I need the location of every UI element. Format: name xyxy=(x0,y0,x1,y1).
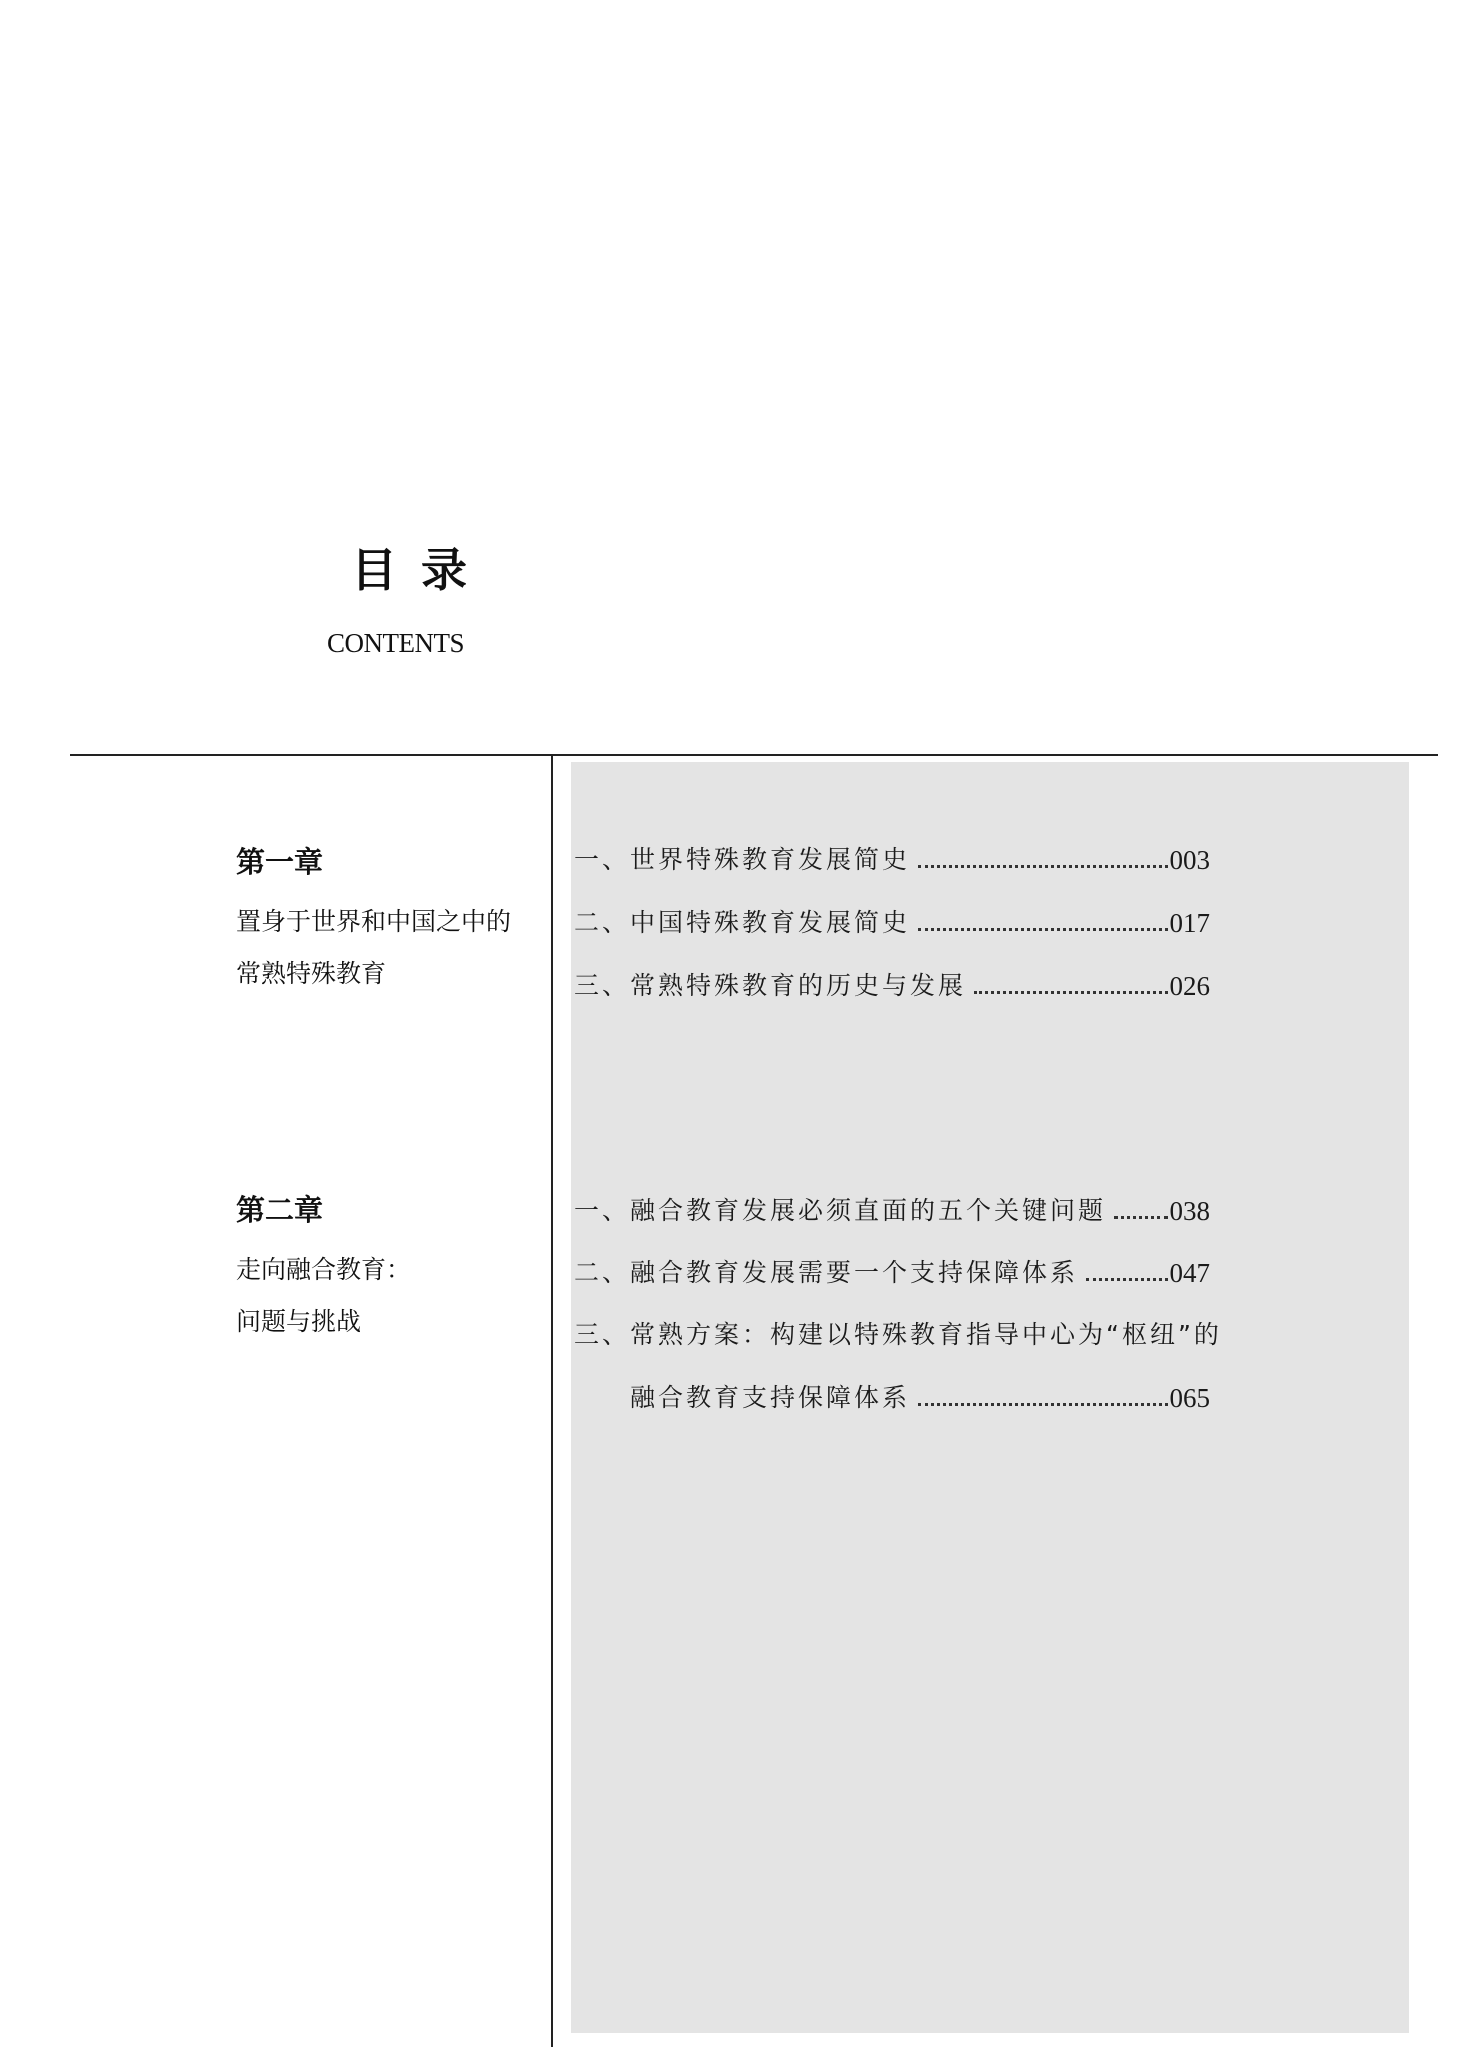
toc-entry[interactable] xyxy=(574,1318,1222,1352)
entry-page-number: 047 xyxy=(1169,1258,1210,1288)
entry-page-number: 026 xyxy=(1169,971,1210,1001)
entry-label: 融合教育发展必须直面的五个关键问题 xyxy=(630,1196,1107,1225)
page-title-char-1: 目 xyxy=(351,543,397,597)
dot-leader xyxy=(974,991,1167,994)
entry-label: 融合教育支持保障体系 xyxy=(630,1383,911,1412)
chapter-title-line: 问题与挑战 xyxy=(236,1307,362,1336)
entry-label: 中国特殊教育发展简史 xyxy=(630,908,911,937)
toc-entry[interactable] xyxy=(574,1194,1210,1228)
chapter-number: 第二章 xyxy=(236,1193,324,1227)
toc-entry[interactable] xyxy=(574,843,1210,877)
entry-page-number: 065 xyxy=(1169,1383,1210,1413)
dot-leader xyxy=(918,865,1167,868)
toc-entry[interactable] xyxy=(574,969,1210,1003)
chapter-title-line: 置身于世界和中国之中的 xyxy=(236,907,512,936)
entry-prefix: 一、 xyxy=(574,1196,631,1225)
page-title-char-2: 录 xyxy=(421,543,467,597)
toc-entry[interactable] xyxy=(574,906,1210,940)
entry-prefix: 三、 xyxy=(574,971,631,1000)
dot-leader xyxy=(1086,1278,1167,1281)
entry-page-number: 003 xyxy=(1169,845,1210,875)
entry-prefix: 三、 xyxy=(574,1320,631,1349)
chapter-title-line: 走向融合教育： xyxy=(236,1255,412,1284)
dot-leader xyxy=(918,928,1167,931)
entry-label: 常熟方案：构建以特殊教育指导中心为“枢纽”的 xyxy=(630,1320,1222,1349)
entry-label: 世界特殊教育发展简史 xyxy=(630,845,911,874)
horizontal-divider xyxy=(70,754,1438,756)
entry-prefix: 二、 xyxy=(574,908,631,937)
page-subtitle: CONTENTS xyxy=(327,628,464,658)
chapter-1 xyxy=(236,842,511,1000)
entry-label: 融合教育发展需要一个支持保障体系 xyxy=(630,1258,1079,1287)
entry-prefix: 二、 xyxy=(574,1258,631,1287)
entry-prefix: 一、 xyxy=(574,845,631,874)
dot-leader xyxy=(918,1403,1167,1406)
toc-entry-continuation[interactable] xyxy=(574,1381,1210,1415)
toc-entry[interactable] xyxy=(574,1256,1210,1290)
entry-page-number: 038 xyxy=(1169,1196,1210,1226)
chapter-2 xyxy=(236,1190,411,1348)
vertical-divider xyxy=(551,754,553,2047)
chapter-number: 第一章 xyxy=(236,845,324,879)
chapter-title-line: 常熟特殊教育 xyxy=(236,959,387,988)
page-title xyxy=(351,540,467,600)
entry-label: 常熟特殊教育的历史与发展 xyxy=(630,971,967,1000)
dot-leader xyxy=(1114,1216,1167,1219)
entry-page-number: 017 xyxy=(1169,908,1210,938)
